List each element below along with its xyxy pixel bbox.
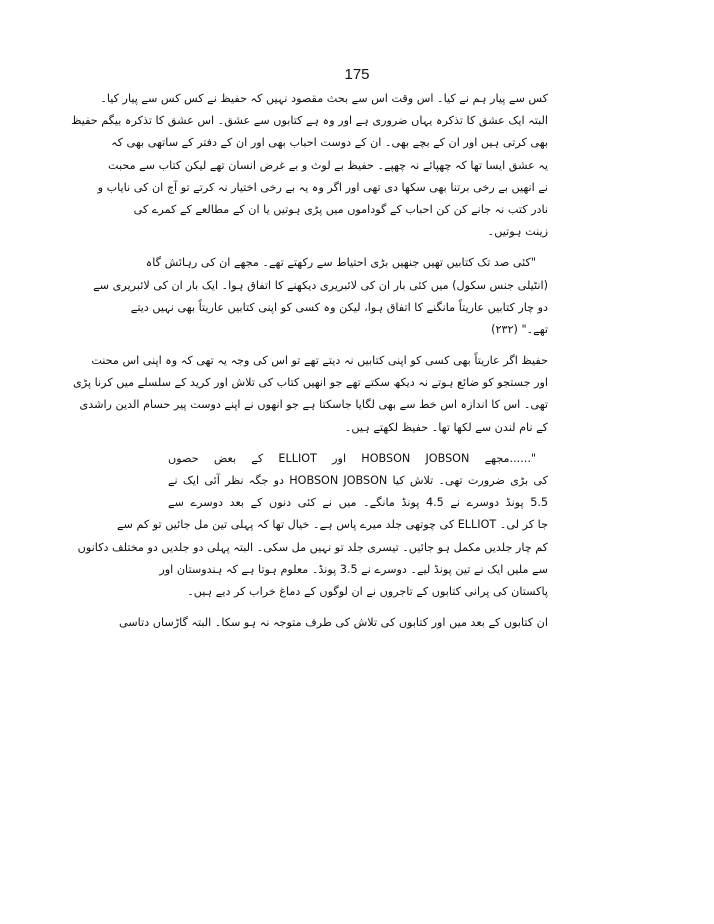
text-line: کس سے پیار ہم نے کیا۔ اس وقت اس سے بحث مقصود نہیں کہ حفیظ نے کس کس سے پیار کیا۔	[100, 92, 548, 105]
quote-line: 5.5 پونڈ دوسرے نے 4.5 پونڈ مانگے۔ میں نے کئی دنوں کے بعد دوسرے سے	[168, 496, 548, 510]
quote-line: کم چار جلدیں مکمل ہو جائیں۔ تیسری جلد تو نہیں مل سکی۔ البتہ پہلی دو جلدیں دو مختلف دکانوں	[77, 540, 548, 554]
quote-line: کی بڑی ضرورت تھی۔ تلاش کیا HOBSON JOBSON دو جگہ نظر آئی ایک نے	[168, 474, 548, 487]
text-line: نے انھیں بے رخی برتنا بھی سکھا دی تھی اور اگر وہ یہ بے رخی اختیار نہ کرتے تو آج ان کی نایاب و	[97, 180, 548, 194]
quote-line: "......مجھے HOBSON JOBSON اور ELLIOT کے بعض حصوں	[168, 451, 537, 465]
quote-line: تھے۔" (۲۳۲)	[491, 322, 548, 336]
text-line: حفیظ اگر عاریتاً بھی کسی کو اپنی کتابیں نہ دیتے تھے تو اس کی وجہ یہ تھی کہ وہ اپنی اس محنت	[91, 354, 548, 368]
page-number: 175	[344, 66, 370, 83]
text-line: اور جستجو کو ضائع ہوتے نہ دیکھ سکتے تھے جو انھیں کتاب کی تلاش اور کرید کے سلسلے میں کرنا پڑی	[73, 376, 548, 390]
quote-line: سے ملیں ایک نے تین پونڈ لیے۔ دوسرے نے 3.5 پونڈ۔ معلوم ہوتا ہے کہ ہندوستان اور	[159, 562, 548, 576]
text-line: نادر کتب نہ جانے کن کن احباب کے گوداموں میں پڑی ہوتیں یا ان کے مطالعے کے کمرے کی	[133, 202, 548, 216]
quote-line: "کئی صد تک کتابیں تھیں جنھیں بڑی احتیاط سے رکھتے تھے۔ مجھے ان کی رہائش گاہ	[145, 256, 536, 270]
quote-line: پاکستان کی پرانی کتابوں کے تاجروں نے ان لوگوں کے دماغ خراب کر دیے ہیں۔	[187, 584, 548, 598]
quote-line: دو چار کتابیں عاریتاً مانگنے کا اتفاق ہوا، لیکن وہ کسی کو اپنی کتابیں عاریتاً بھی نہیں دیتے	[130, 300, 548, 314]
text-line: کے نام لندن سے لکھا تھا۔ حفیظ لکھتے ہیں۔	[344, 420, 548, 434]
quote-line: جا کر لی۔ ELLIOT کی چوتھی جلد میرے پاس ہے۔ خیال تھا کہ پہلی تین مل جائیں تو کم سے	[116, 518, 548, 532]
body-text	[71, 88, 548, 634]
text-line: یہ عشق ایسا تھا کہ چھپائے نہ چھپے۔ حفیظ بے لوث و بے غرض انسان تھے لیکن کتاب سے محبت	[107, 158, 548, 172]
text-line: ان کتابوں کے بعد میں اور کتابوں کی تلاش کی طرف متوجہ نہ ہو سکا۔ البتہ گاڑساں دتاسی	[118, 616, 548, 630]
quote-line: (انٹیلی جنس سکول) میں کئی بار ان کی لائبریری دیکھنے کا اتفاق ہوا۔ ایک بار ان کی لائبریری سے	[93, 278, 548, 292]
text-line: بھی کرتی ہیں اور ان کے بچے بھی۔ ان کے دوست احباب بھی اور ان کے دفتر کے ساتھی بھی کہ	[111, 136, 548, 150]
text-line: زینت ہوتیں۔	[487, 225, 548, 239]
text-line: البتہ ایک عشق کا تذکرہ یہاں ضروری ہے اور وہ ہے کتابوں سے عشق۔ اس عشق کا تذکرہ بیگم حفیظ	[71, 114, 548, 128]
text-line: تھی۔ اس کا اندازہ اس خط سے بھی لگایا جاسکتا ہے جو انھوں نے اپنے دوست پیر حسام الدین راشدی	[79, 398, 548, 412]
